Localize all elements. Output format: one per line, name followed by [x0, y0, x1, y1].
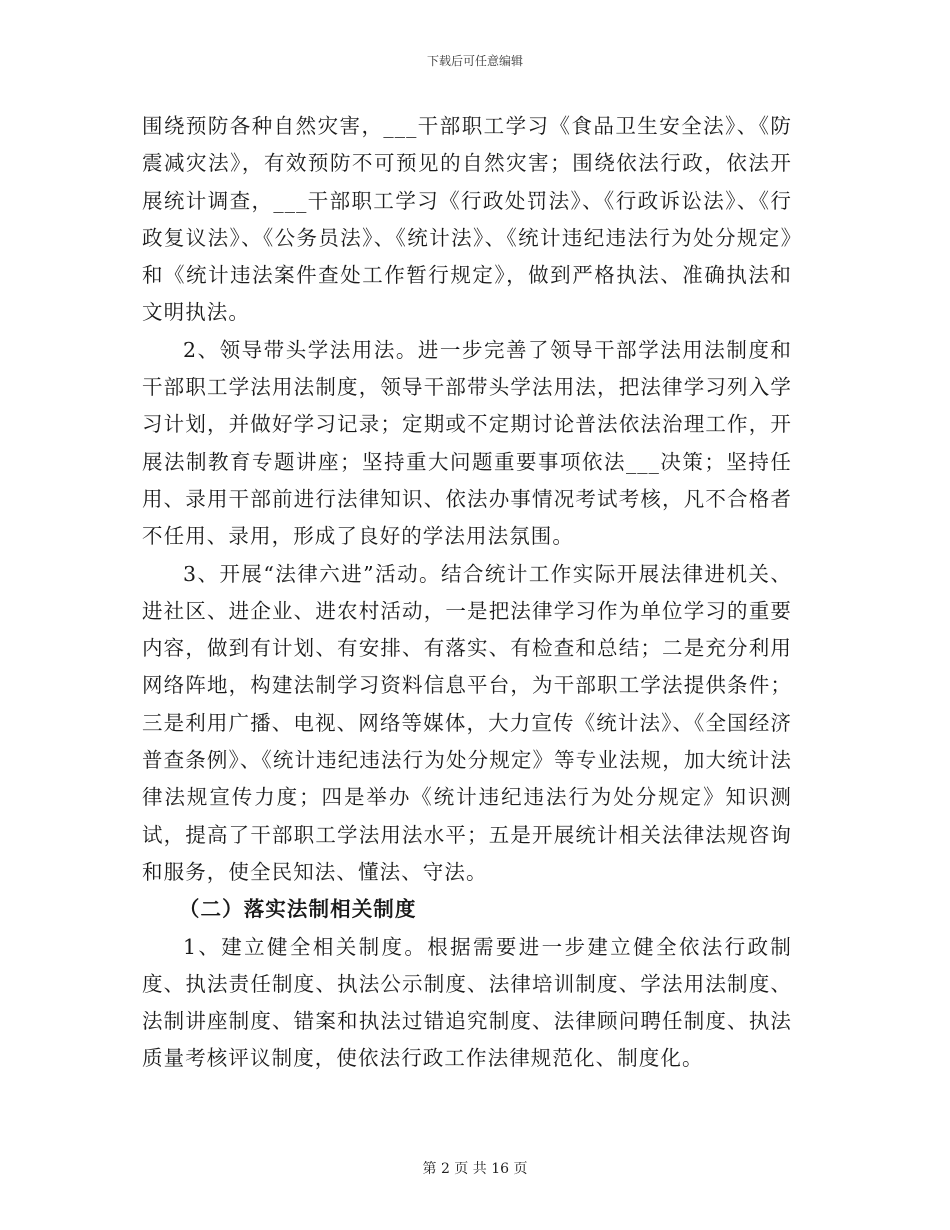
- document-body: [142, 108, 792, 1078]
- page-number: 第 2 页 共 16 页: [422, 1161, 528, 1177]
- page-header: 下载后可任意编辑: [426, 54, 523, 68]
- paragraph-law-six-entries: 3、开展“法律六进”活动。结合统计工作实际开展法律进机关、进社区、进企业、进农村活动，一是把法律学习作为单位学习的重要内容，做到有计划、有安排、有落实、有检查和总结；二是充分利用网络阵地，构建法制学习资料信息平台，为干部职工学法提供条件；三是利用广播、电视、网络等媒体，大力宣传《统计法》、《全国经济普查条例》、《统计违纪违法行为处分规定》等专业法规，加大统计法律法规宣传力度；四是举办《统计违纪违法行为处分规定》知识测试，提高了干部职工学法用法水平；五是开展统计相关法律法规咨询和服务，使全民知法、懂法、守法。: [142, 561, 792, 884]
- paragraph-leadership-study: 2、领导带头学法用法。进一步完善了领导干部学法用法制度和干部职工学法用法制度，领导干部带头学法用法，把法律学习列入学习计划，并做好学习记录；定期或不定期讨论普法依法治理工作，开展法制教育专题讲座；坚持重大问题重要事项依法___决策；坚持任用、录用干部前进行法律知识、依法办事情况考试考核，凡不合格者不任用、录用，形成了良好的学法用法氛围。: [142, 337, 792, 549]
- section-heading: （二）落实法制相关制度: [178, 897, 417, 922]
- paragraph-continued: 围绕预防各种自然灾害，___干部职工学习《食品卫生安全法》、《防震减灾法》，有效预防不可预见的自然灾害；围绕依法行政，依法开展统计调查，___干部职工学习《行政处罚法》、《行政诉讼法》、《行政复议法》、《公务员法》、《统计法》、《统计违纪违法行为处分规定》和《统计违法案件查处工作暂行规定》，做到严格执法、准确执法和文明执法。: [142, 114, 792, 325]
- paragraph-establish-systems: 1、建立健全相关制度。根据需要进一步建立健全依法行政制度、执法责任制度、执法公示制度、法律培训制度、学法用法制度、法制讲座制度、错案和执法过错追究制度、法律顾问聘任制度、执法质量考核评议制度，使依法行政工作法律规范化、制度化。: [142, 934, 792, 1071]
